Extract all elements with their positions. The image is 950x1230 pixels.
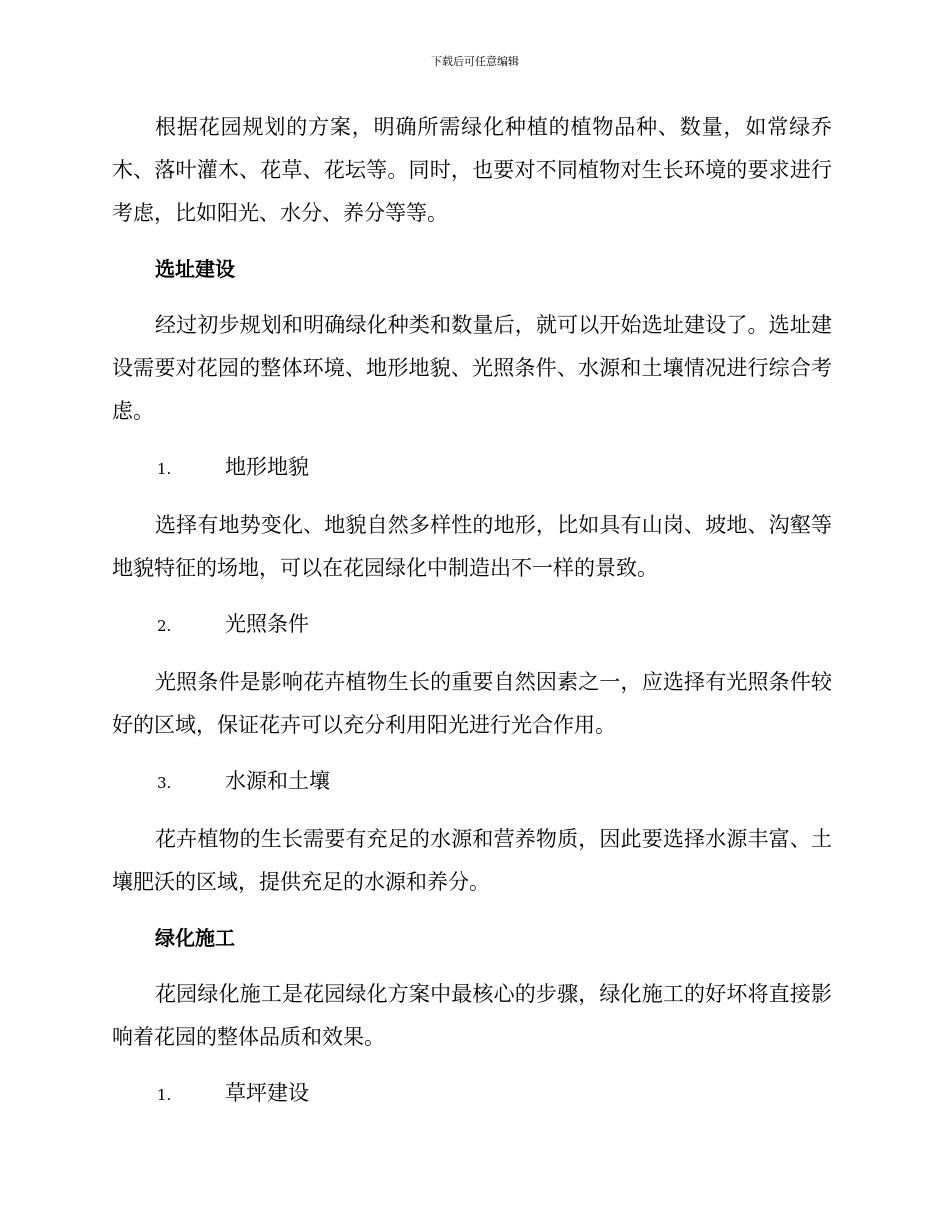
section-heading-site-selection: 选址建设 — [155, 257, 235, 281]
paragraph-plant-selection: 根据花园规划的方案，明确所需绿化种植的植物品种、数量，如常绿乔木、落叶灌木、花草、花坛等。同时，也要对不同植物对生长环境的要求进行考虑，比如阳光、水分、养分等等。 — [112, 115, 832, 225]
paragraph-greening-construction: 花园绿化施工是花园绿化方案中最核心的步骤，绿化施工的好坏将直接影响着花园的整体品质和效果。 — [112, 982, 832, 1049]
list-item-terrain — [112, 446, 832, 491]
list-number: 2. — [157, 617, 172, 635]
list-item-label: 水源和土壤 — [225, 769, 330, 793]
list-item-lawn — [112, 1072, 832, 1117]
section-heading-greening-construction: 绿化施工 — [155, 926, 235, 950]
page-header: 下载后可任意编辑 — [431, 55, 519, 68]
list-number: 1. — [157, 460, 172, 478]
list-number: 1. — [157, 1086, 172, 1104]
document-body — [112, 106, 832, 1130]
paragraph-lighting: 光照条件是影响花卉植物生长的重要自然因素之一，应选择有光照条件较好的区域，保证花卉可以充分利用阳光进行光合作用。 — [112, 670, 832, 737]
list-item-label: 地形地貌 — [225, 455, 309, 479]
paragraph-terrain: 选择有地势变化、地貌自然多样性的地形，比如具有山岗、坡地、沟壑等地貌特征的场地，可以在花园绿化中制造出不一样的景致。 — [112, 513, 832, 580]
paragraph-water-soil: 花卉植物的生长需要有充足的水源和营养物质，因此要选择水源丰富、土壤肥沃的区域，提供充足的水源和养分。 — [112, 827, 832, 894]
list-item-label: 草坪建设 — [225, 1081, 309, 1105]
list-item-lighting — [112, 603, 832, 648]
list-number: 3. — [157, 774, 172, 792]
paragraph-site-selection: 经过初步规划和明确绿化种类和数量后，就可以开始选址建设了。选址建设需要对花园的整体环境、地形地貌、光照条件、水源和土壤情况进行综合考虑。 — [112, 313, 832, 423]
list-item-water-soil — [112, 760, 832, 805]
list-item-label: 光照条件 — [225, 612, 309, 636]
